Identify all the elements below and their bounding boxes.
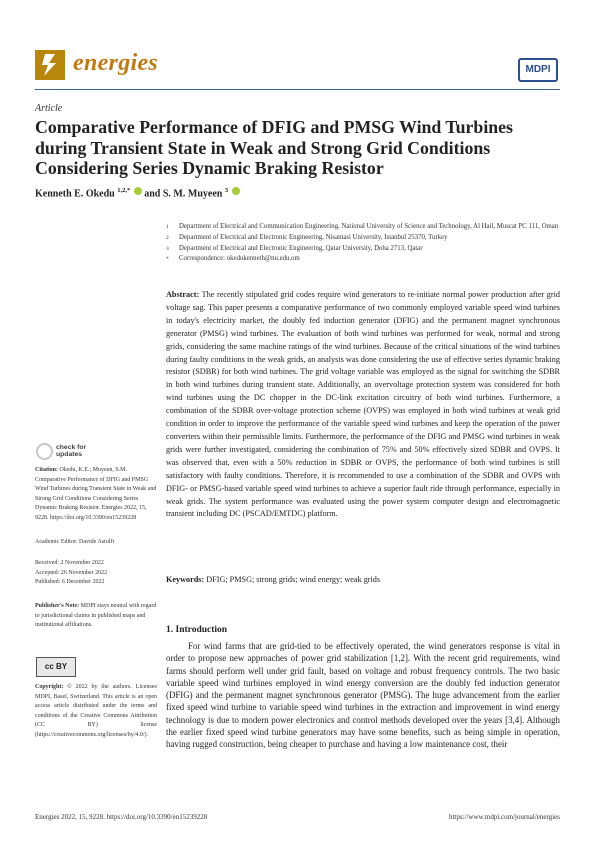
header-divider bbox=[35, 89, 560, 90]
publication-dates bbox=[35, 559, 157, 588]
correspondence-text[interactable]: Correspondence: okedukenneth@nu.edu.om bbox=[179, 255, 300, 263]
publisher-note-label: Publisher's Note: bbox=[35, 603, 80, 609]
affiliation-number: 1 bbox=[166, 224, 169, 230]
author-affiliation-marker: 3 bbox=[224, 187, 229, 194]
affiliation-item bbox=[166, 244, 566, 255]
affiliation-item bbox=[166, 222, 566, 233]
keywords bbox=[166, 574, 560, 586]
abstract-label: Abstract: bbox=[166, 290, 200, 299]
cc-by-license-icon[interactable]: cc BY bbox=[36, 657, 76, 677]
publisher-logo[interactable]: MDPI bbox=[518, 58, 558, 82]
body-paragraph: For wind farms that are grid-tied to be effectively operated, the wind generators response is vital in order to propose new approaches of power grid stabilization [1,2]. With the recent grid requirements, wind farms should perform well under grid fault, based on voltage and robust frequency controls. The two basic variable speed wind turbines employed in wind energy conversion are the doubly fed induction generator (DFIG) and the permanent magnet synchronous generator (PMSG). The huge advancement from the earlier fixed speed wind turbine to variable speed wind turbines in the extraction and improvement in wind energy technology is due to modern power electronics and control methods developed over the years [3,4]. Although the earlier fixed speed wind turbine generators may have some benefits, such as being simple in operation, having rugged construction, being cheaper to purchase and having a low maintenance cost, their bbox=[166, 641, 560, 750]
journal-name[interactable]: energies bbox=[73, 50, 159, 76]
footer-citation[interactable]: Energies 2022, 15, 9228. https://doi.org/10.3390/en15239228 bbox=[35, 813, 208, 821]
publisher-note bbox=[35, 602, 157, 631]
affiliation-number: 3 bbox=[166, 245, 169, 252]
author-affiliation-marker: 1,2,* bbox=[117, 187, 131, 194]
check-for-updates-label[interactable]: check for bbox=[56, 444, 87, 451]
orcid-icon[interactable] bbox=[232, 187, 240, 195]
copyright-label: Copyright: bbox=[35, 684, 64, 690]
citation bbox=[35, 466, 157, 523]
journal-logo-icon bbox=[35, 50, 65, 80]
received-date: Received: 2 November 2022 bbox=[35, 560, 104, 566]
keywords-label: Keywords: bbox=[166, 575, 205, 584]
authors-joiner: and bbox=[144, 188, 161, 200]
affiliation-number: * bbox=[166, 256, 169, 263]
affiliation-item bbox=[166, 254, 566, 265]
keywords-text: DFIG; PMSG; strong grids; wind energy; weak grids bbox=[206, 575, 381, 584]
copyright-text: © 2022 by the authors. Licensee MDPI, Basel, Switzerland. This article is an open access article distributed under the terms and conditions of the Creative Commons Attribution (CC BY) license (https://creativecommons.org/licenses/by/4.0/). bbox=[35, 684, 158, 738]
abstract-text: The recently stipulated grid codes require wind generators to re-initiate normal power production after grid voltage sag. This paper presents a comparative performance of two commonly employed variable speed wind turbines in today's electricity market, the doubly fed induction generator (DFIG) and the permanent magnet synchronous generator (PMSG) wind turbines. The evaluation of both wind turbines was performed for weak, normal and strong grids, considering the same machine ratings of the wind turbines. Because of the critical situations of the wind turbines during faulty conditions in the weak grids, an analysis was done considering the use of effective series dynamic braking resistor (SDBR) for both wind turbines. The grid voltage variable was employed as the signal for switching the SDBR in both wind turbines during transient state. Additionally, an overvoltage protection system was considered for both wind turbines using the DC chopper in the DC-link excitation circuitry of both wind turbines. Furthermore, a combination of the SDBR over-voltage protection scheme (OVPS) was employed in both wind turbines at weak grid condition in order to improve the performance of the variable speed wind turbines and keep the operation of the power converters within their permissible limits. Furthermore, the performance of the DFIG and PMSG wind turbines in weak grids were further investigated, considering the combination of 75% and 50% effectively sized SDBR and OVPS. It was observed that, even with a 50% reduction in SDBR or OVPS, the performance of both wind turbines is still satisfactory with faulty conditions. Therefore, it is recommended to use a combination of the SDBR and OVPS with DFIG- or PMSG-based variable speed wind turbines to achieve a superior fault ride through performance, especially in weak grids. The system performance was evaluated using the power system computer design and electromagnetic transient including DC (PSCAD/EMTDC) platform. bbox=[166, 290, 560, 519]
published-date: Published: 6 December 2022 bbox=[35, 579, 105, 585]
abstract bbox=[166, 289, 560, 521]
affiliation-item bbox=[166, 233, 566, 244]
affiliations bbox=[166, 222, 566, 265]
author-list bbox=[35, 187, 240, 199]
paper-title: Comparative Performance of DFIG and PMSG Wind Turbines during Transient State in Weak and Strong Grid Conditions Considering Series Dynamic Braking Resistor bbox=[35, 117, 513, 178]
check-for-updates-label[interactable]: updates bbox=[56, 451, 83, 458]
accepted-date: Accepted: 26 November 2022 bbox=[35, 569, 108, 576]
author-name[interactable]: S. M. Muyeen bbox=[162, 188, 223, 200]
affiliation-text: Department of Electrical and Electronic Engineering, Qatar University, Doha 2713, Qatar bbox=[179, 244, 423, 252]
affiliation-text: Department of Electrical and Communication Engineering, National University of Science and Technology, Al Hail, Muscat PC 111, Oman bbox=[179, 223, 559, 230]
section-heading: 1. Introduction bbox=[166, 625, 228, 635]
orcid-icon[interactable] bbox=[134, 187, 142, 195]
academic-editor: Academic Editor: Davide Astolfi bbox=[35, 539, 115, 545]
copyright bbox=[35, 683, 157, 740]
affiliation-number: 2 bbox=[166, 234, 169, 241]
check-for-updates-icon[interactable] bbox=[36, 443, 53, 460]
citation-text[interactable]: Okedu, K.E.; Muyeen, S.M. Comparative Performance of DFIG and PMSG Wind Turbines during Transient State in Weak and Strong Grid Conditions Considering Series Dynamic Braking Resistor. Energies 2022, 15, 9228. https://doi.org/10.3390/en15239228 bbox=[35, 467, 157, 521]
author-name[interactable]: Kenneth E. Okedu bbox=[35, 188, 115, 200]
citation-label: Citation: bbox=[35, 467, 58, 473]
article-type: Article bbox=[35, 103, 63, 114]
affiliation-text: Department of Electrical and Electronic Engineering, Nisantasi University, Istanbul 25370, Turkey bbox=[179, 233, 448, 241]
publisher-note-text: MDPI stays neutral with regard to jurisdictional claims in published maps and institutional affiliations. bbox=[35, 603, 157, 628]
footer-journal-url[interactable]: https://www.mdpi.com/journal/energies bbox=[448, 813, 560, 821]
